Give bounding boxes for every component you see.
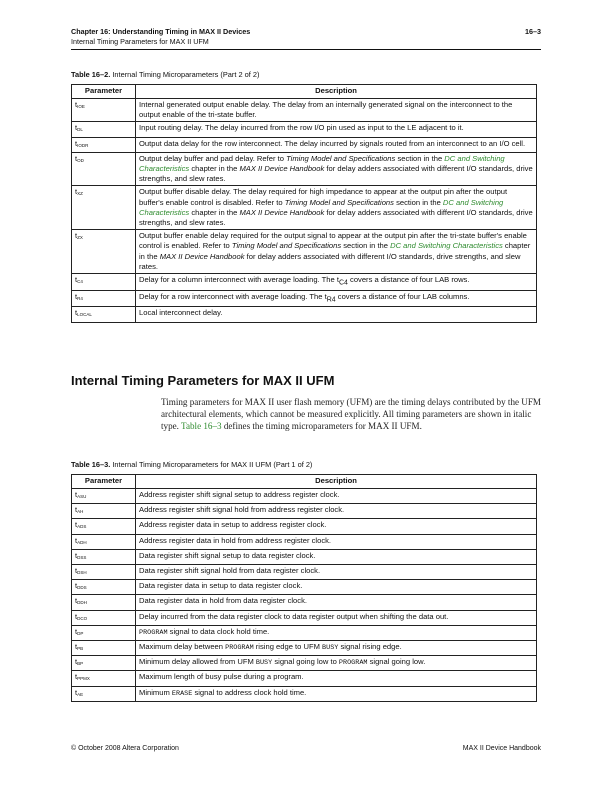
- parameter-cell: [72, 580, 136, 595]
- table1-caption-label: Table 16–2.: [71, 70, 111, 79]
- parameter-symbol: t: [75, 123, 78, 133]
- parameter-cell: [72, 671, 136, 686]
- description-text: section in the: [393, 197, 443, 207]
- parameter-cell: [72, 137, 136, 152]
- paragraph-text-before: Timing parameters for MAX II user flash memory (UFM) are the timing delays contributed by the UFM architectural elements, which cannot be measured explicitly. All timing parameters are shown in italic type.: [161, 397, 542, 431]
- parameter-symbol: t: [75, 275, 78, 285]
- description-cell: [136, 489, 537, 504]
- table-row: [72, 686, 537, 701]
- description-text: ERASE: [171, 689, 193, 698]
- description-text: signal rising edge.: [338, 642, 402, 652]
- description-text: PROGRAM: [338, 659, 368, 668]
- timing-table-2: [71, 474, 537, 702]
- description-cell: [136, 565, 537, 580]
- section-paragraph: [161, 396, 543, 432]
- description-text: BUSY: [322, 644, 339, 653]
- header-rule: [71, 49, 541, 50]
- parameter-subscript: DSH: [77, 570, 87, 576]
- parameter-subscript: IODR: [77, 142, 89, 148]
- description-text: Output data delay for the row interconnect. The delay incurred by signals routed from an interconnect to an I/O cell.: [139, 138, 526, 148]
- description-text: Output buffer disable delay. The delay required for high impedance to appear at the output pin after the output buffer's enable control is disabled. Refer to: [139, 187, 508, 207]
- description-text: rising edge to UFM: [253, 642, 323, 652]
- parameter-symbol: t: [75, 550, 78, 560]
- description-text: Local interconnect delay.: [139, 308, 223, 318]
- parameter-subscript: DL: [77, 127, 83, 133]
- parameter-cell: [72, 656, 136, 671]
- description-text: BUSY: [255, 659, 273, 668]
- description-text: covers a distance of four LAB columns.: [335, 291, 470, 301]
- description-text: Maximum length of busy pulse during a program.: [139, 672, 304, 682]
- parameter-cell: [72, 625, 136, 640]
- parameter-cell: [72, 641, 136, 656]
- table-row: [72, 274, 537, 291]
- table1-body: [72, 99, 537, 323]
- parameter-cell: [72, 519, 136, 534]
- column-header-description: Description: [136, 475, 537, 489]
- parameter-subscript: XZ: [77, 191, 83, 197]
- parameter-subscript: ADS: [77, 524, 87, 530]
- table2-caption: [71, 460, 312, 469]
- parameter-symbol: t: [75, 657, 78, 667]
- parameter-cell: [72, 565, 136, 580]
- description-text: Timing Model and Specifications: [231, 241, 342, 251]
- parameter-symbol: t: [75, 308, 78, 318]
- parameter-symbol: t: [75, 596, 78, 606]
- table2-caption-text: Internal Timing Microparameters for MAX II UFM (Part 1 of 2): [112, 460, 313, 469]
- table-row: [72, 489, 537, 504]
- description-cell: [136, 99, 537, 122]
- description-cell: [136, 290, 537, 307]
- parameter-cell: [72, 152, 136, 186]
- parameter-subscript: DDH: [77, 600, 87, 606]
- table-row: [72, 122, 537, 137]
- parameter-cell: [72, 549, 136, 564]
- column-header-description: Description: [136, 85, 537, 99]
- table-row: [72, 641, 537, 656]
- parameter-cell: [72, 122, 136, 137]
- description-text: Data register data in hold from data register clock.: [139, 596, 307, 606]
- paragraph-text-after: defines the timing microparameters for MAX II UFM.: [221, 421, 422, 431]
- column-header-parameter: Parameter: [72, 85, 136, 99]
- footer-copyright: © October 2008 Altera Corporation: [71, 745, 179, 752]
- parameter-subscript: PB: [77, 646, 84, 652]
- description-cell: [136, 671, 537, 686]
- parameter-symbol: t: [75, 138, 78, 148]
- parameter-cell: [72, 489, 136, 504]
- parameter-cell: [72, 610, 136, 625]
- description-text: Minimum delay allowed from UFM: [139, 657, 256, 667]
- description-text: Maximum delay between: [139, 642, 226, 652]
- description-text: for delay adders associated with different I/O standards, drive strengths, and slew rates.: [139, 207, 533, 228]
- description-text: Address register data in hold from address register clock.: [139, 535, 332, 545]
- chapter-title: Chapter 16: Understanding Timing in MAX II Devices: [71, 27, 251, 36]
- cross-reference-link[interactable]: DC and Switching Characteristics: [139, 153, 505, 174]
- table-row: [72, 307, 537, 322]
- description-cell: [136, 641, 537, 656]
- timing-table-1: [71, 84, 537, 323]
- description-text: MAX II Device Handbook: [159, 251, 245, 261]
- description-cell: [136, 595, 537, 610]
- description-cell: [136, 580, 537, 595]
- parameter-subscript: R4: [77, 295, 83, 301]
- description-cell: [136, 230, 537, 274]
- description-text: Output delay buffer and pad delay. Refer to: [139, 153, 287, 163]
- description-text: Timing Model and Specifications: [284, 197, 394, 207]
- cross-reference-link[interactable]: DC and Switching Characteristics: [139, 197, 504, 217]
- page-footer: [71, 745, 541, 752]
- parameter-subscript: BP: [77, 661, 84, 667]
- parameter-symbol: t: [75, 231, 78, 241]
- parameter-cell: [72, 534, 136, 549]
- description-text: Minimum: [139, 687, 172, 697]
- description-text: MAX II Device Handbook: [239, 164, 325, 174]
- table-row: [72, 152, 537, 186]
- description-text: Delay incurred from the data register clock to data register output when shifting the data out.: [139, 611, 449, 621]
- description-text: signal to address clock hold time.: [192, 687, 307, 697]
- table-row: [72, 99, 537, 122]
- table-row: [72, 625, 537, 640]
- column-header-parameter: Parameter: [72, 475, 136, 489]
- description-text: chapter in the: [189, 164, 240, 174]
- description-cell: [136, 519, 537, 534]
- parameter-symbol: t: [75, 490, 78, 499]
- description-cell: [136, 504, 537, 519]
- description-cell: [136, 686, 537, 701]
- description-cell: [136, 549, 537, 564]
- parameter-symbol: t: [75, 672, 78, 682]
- parameter-subscript: ASU: [77, 494, 87, 499]
- parameter-symbol: t: [75, 581, 78, 591]
- description-text: Data register shift signal setup to data register clock.: [139, 550, 316, 560]
- description-text: chapter in the: [139, 241, 531, 261]
- parameter-symbol: t: [75, 291, 78, 301]
- parameter-subscript: AH: [77, 509, 84, 515]
- table-row: [72, 519, 537, 534]
- description-text: Delay for a row interconnect with average loading. The t: [139, 291, 327, 301]
- table-row: [72, 186, 537, 230]
- description-text: for delay adders associated with different I/O standards, drive strengths, and slew rates.: [139, 251, 521, 271]
- table-row: [72, 610, 537, 625]
- description-text: PROGRAM: [139, 628, 168, 637]
- table-row: [72, 230, 537, 274]
- parameter-subscript: ADH: [77, 539, 87, 545]
- footer-book-title: MAX II Device Handbook: [462, 745, 541, 752]
- parameter-cell: [72, 504, 136, 519]
- description-text: C4: [338, 279, 348, 287]
- description-text: Internal generated output enable delay. The delay from an internally generated signal on the interconnect to the output enable of the tri-state buffer.: [139, 100, 513, 120]
- table2-body: [72, 489, 537, 702]
- description-text: R4: [326, 296, 336, 304]
- parameter-symbol: t: [75, 505, 78, 515]
- parameter-symbol: t: [75, 187, 78, 197]
- page-number: 16–3: [525, 27, 541, 36]
- table-reference-link[interactable]: Table 16–3: [181, 421, 222, 431]
- parameter-cell: [72, 290, 136, 307]
- table-row: [72, 595, 537, 610]
- parameter-subscript: OD: [77, 157, 84, 163]
- parameter-subscript: DP: [77, 630, 84, 636]
- table-row: [72, 580, 537, 595]
- parameter-symbol: t: [75, 100, 78, 109]
- description-cell: [136, 625, 537, 640]
- table-row: [72, 671, 537, 686]
- parameter-symbol: t: [75, 626, 78, 636]
- parameter-symbol: t: [75, 611, 78, 621]
- description-text: Output buffer enable delay required for the output signal to appear at the output pin after the tri-state buffer's enable control is enabled. Refer to: [139, 231, 527, 251]
- section-heading: Internal Timing Parameters for MAX II UFM: [71, 373, 335, 388]
- description-text: chapter in the: [189, 207, 240, 217]
- parameter-subscript: C4: [77, 279, 83, 285]
- parameter-symbol: t: [75, 642, 78, 652]
- description-text: Address register shift signal setup to address register clock.: [139, 490, 340, 499]
- table-row: [72, 549, 537, 564]
- parameter-subscript: PPMX: [77, 676, 90, 682]
- description-cell: [136, 307, 537, 322]
- table-row: [72, 290, 537, 307]
- parameter-cell: [72, 99, 136, 122]
- description-cell: [136, 152, 537, 186]
- description-cell: [136, 610, 537, 625]
- description-text: Address register data in setup to address register clock.: [139, 520, 327, 530]
- table-row: [72, 137, 537, 152]
- table1-caption: [71, 70, 259, 79]
- description-cell: [136, 656, 537, 671]
- description-text: signal going low.: [367, 657, 426, 667]
- description-cell: [136, 122, 537, 137]
- description-text: Timing Model and Specifications: [286, 153, 396, 163]
- parameter-symbol: t: [75, 566, 78, 576]
- description-text: signal to data clock hold time.: [167, 626, 270, 636]
- description-cell: [136, 274, 537, 291]
- parameter-subscript: LOCAL: [77, 312, 92, 318]
- description-text: covers a distance of four LAB rows.: [347, 275, 470, 285]
- parameter-subscript: DSS: [77, 554, 87, 560]
- description-text: Address register shift signal hold from address register clock.: [139, 505, 345, 515]
- parameter-symbol: t: [75, 153, 78, 163]
- description-cell: [136, 534, 537, 549]
- parameter-cell: [72, 595, 136, 610]
- header-subtitle: Internal Timing Parameters for MAX II UFM: [71, 37, 209, 46]
- parameter-subscript: IOE: [77, 104, 85, 109]
- parameter-cell: [72, 307, 136, 322]
- table2-caption-label: Table 16–3.: [71, 460, 111, 469]
- parameter-subscript: AE: [77, 691, 84, 697]
- description-text: Input routing delay. The delay incurred from the row I/O pin used as input to the LE adjacent to it.: [139, 123, 464, 133]
- description-text: MAX II Device Handbook: [239, 207, 325, 217]
- parameter-cell: [72, 230, 136, 274]
- description-cell: [136, 137, 537, 152]
- page-header: [71, 27, 541, 47]
- parameter-symbol: t: [75, 535, 78, 545]
- parameter-subscript: DCO: [77, 615, 88, 621]
- table1-caption-text: Internal Timing Microparameters (Part 2 of 2): [112, 70, 260, 79]
- description-text: section in the: [341, 241, 391, 251]
- parameter-cell: [72, 686, 136, 701]
- description-text: signal going low to: [272, 657, 339, 667]
- table-row: [72, 504, 537, 519]
- description-text: for delay adders associated with different I/O standards, drive strengths, and slew rates.: [139, 164, 533, 184]
- parameter-subscript: ZX: [77, 235, 83, 241]
- table-row: [72, 565, 537, 580]
- description-text: Delay for a column interconnect with average loading. The t: [139, 275, 339, 285]
- parameter-cell: [72, 186, 136, 230]
- parameter-symbol: t: [75, 687, 78, 697]
- parameter-symbol: t: [75, 520, 78, 530]
- table-row: [72, 656, 537, 671]
- description-text: Data register data in setup to data register clock.: [139, 581, 303, 591]
- cross-reference-link[interactable]: DC and Switching Characteristics: [390, 241, 503, 251]
- description-cell: [136, 186, 537, 230]
- description-text: PROGRAM: [225, 644, 254, 653]
- parameter-subscript: DDS: [77, 585, 87, 591]
- parameter-cell: [72, 274, 136, 291]
- description-text: Data register shift signal hold from data register clock.: [139, 566, 321, 576]
- table-row: [72, 534, 537, 549]
- description-text: section in the: [395, 153, 445, 163]
